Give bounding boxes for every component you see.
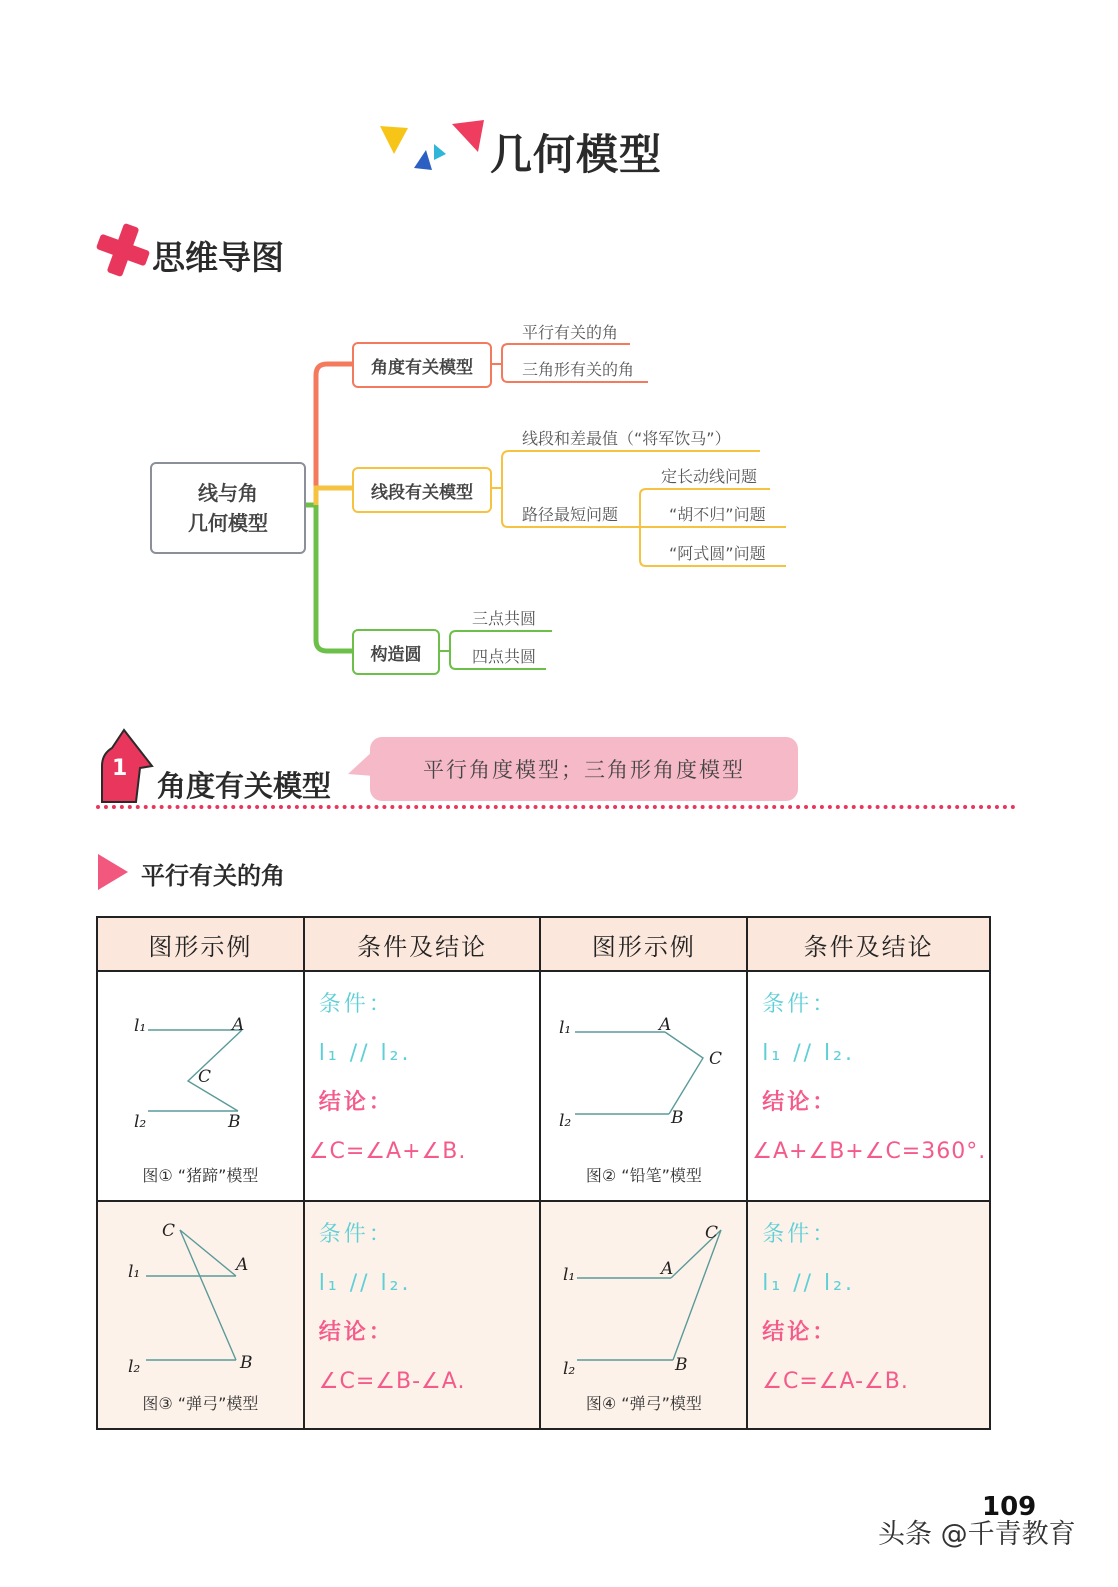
svg-text:C: C	[198, 1067, 212, 1087]
mindmap-section-title: 思维导图	[152, 238, 284, 277]
figure-cell	[540, 971, 747, 1201]
section-heading: 角度有关模型	[157, 769, 332, 803]
condition-cell	[304, 1201, 541, 1429]
svg-text:B: B	[240, 1353, 253, 1373]
mindmap-leaf: 平行有关的角	[522, 323, 619, 342]
page-title: 几何模型	[490, 130, 663, 179]
svg-text:C: C	[162, 1221, 176, 1241]
slingshot-model-figure	[541, 1202, 744, 1382]
mindmap-leaf: 路径最短问题	[522, 505, 619, 524]
table-header-row	[97, 917, 990, 971]
page-number: 109	[982, 1492, 1037, 1522]
svg-text:l₁: l₁	[128, 1262, 141, 1282]
mindmap-leaf: 三点共圆	[472, 609, 537, 628]
section-number: 1	[112, 756, 128, 781]
condition-label: 条件：	[318, 1222, 394, 1247]
conclusion-label: 结论：	[762, 1320, 838, 1345]
conclusion-result: ∠A+∠B+∠C=360°.	[752, 1139, 987, 1164]
condition-label: 条件：	[762, 1222, 838, 1247]
conclusion-label: 结论：	[318, 1320, 394, 1345]
mindmap-leaf: “胡不归”问题	[669, 505, 766, 524]
mindmap-branch-angle: 角度有关模型	[352, 342, 492, 388]
mindmap-leaf: 四点共圆	[472, 647, 537, 666]
header-condition: 条件及结论	[747, 917, 990, 971]
svg-text:A: A	[232, 1015, 245, 1035]
mindmap-connectors	[0, 0, 1118, 700]
svg-text:l₁: l₁	[559, 1018, 572, 1038]
mindmap-leaf: 三角形有关的角	[522, 360, 635, 379]
watermark: 头条 @千青教育	[878, 1519, 1076, 1550]
subheading: 平行有关的角	[141, 862, 285, 890]
svg-text:A: A	[236, 1255, 249, 1275]
svg-text:B: B	[228, 1112, 241, 1132]
table-row	[97, 1201, 990, 1429]
conclusion-result: ∠C=∠A+∠B.	[308, 1139, 467, 1164]
figure-caption: 图① “猪蹄”模型	[142, 1166, 259, 1185]
parallel-condition: l₁ // l₂.	[318, 1041, 412, 1066]
parallel-condition: l₁ // l₂.	[762, 1041, 855, 1066]
figure-cell	[97, 971, 304, 1201]
slingshot-model-figure	[98, 1202, 301, 1382]
condition-cell	[747, 1201, 990, 1429]
figure-caption: 图③ “弹弓”模型	[142, 1394, 259, 1413]
svg-text:l₁: l₁	[563, 1265, 576, 1285]
svg-text:l₂: l₂	[128, 1357, 141, 1377]
models-table	[96, 916, 991, 1430]
figure-cell	[97, 1201, 304, 1429]
header-figure: 图形示例	[97, 917, 304, 971]
dotted-divider	[96, 805, 1016, 809]
svg-text:A: A	[661, 1259, 674, 1279]
svg-text:B: B	[675, 1355, 688, 1375]
mindmap-root: 线与角 几何模型	[150, 462, 306, 554]
section-summary-pill: 平行角度模型；三角形角度模型	[370, 737, 798, 801]
conclusion-result: ∠C=∠A-∠B.	[762, 1369, 909, 1394]
condition-label: 条件：	[318, 992, 394, 1017]
header-condition: 条件及结论	[304, 917, 541, 971]
mindmap-leaf: “阿式圆”问题	[669, 544, 766, 563]
triangle-bullet-icon	[96, 852, 130, 892]
condition-cell	[304, 971, 541, 1201]
parallel-condition: l₁ // l₂.	[318, 1271, 412, 1296]
mindmap-leaf: 定长动线问题	[661, 467, 758, 486]
svg-text:l₁: l₁	[134, 1016, 147, 1036]
figure-caption: 图② “铅笔”模型	[585, 1166, 702, 1185]
table-row	[97, 971, 990, 1201]
svg-text:C: C	[709, 1049, 723, 1069]
parallel-condition: l₁ // l₂.	[762, 1271, 855, 1296]
conclusion-label: 结论：	[318, 1090, 394, 1115]
figure-cell	[540, 1201, 747, 1429]
mindmap-branch-segment: 线段有关模型	[352, 467, 492, 513]
figure-caption: 图④ “弹弓”模型	[585, 1394, 702, 1413]
svg-text:B: B	[671, 1108, 684, 1128]
pig-hoof-model-figure	[98, 972, 301, 1152]
mindmap-leaf: 线段和差最值（“将军饮马”）	[522, 429, 731, 448]
svg-text:l₂: l₂	[563, 1359, 576, 1379]
mindmap-branch-circle: 构造圆	[352, 629, 440, 675]
conclusion-result: ∠C=∠B-∠A.	[318, 1369, 466, 1394]
pencil-model-figure	[541, 972, 744, 1152]
svg-text:l₂: l₂	[134, 1112, 147, 1132]
svg-text:A: A	[659, 1015, 672, 1035]
svg-text:C: C	[705, 1223, 719, 1243]
svg-text:l₂: l₂	[559, 1111, 572, 1131]
header-figure: 图形示例	[540, 917, 747, 971]
condition-label: 条件：	[762, 992, 838, 1017]
conclusion-label: 结论：	[762, 1090, 838, 1115]
condition-cell	[747, 971, 990, 1201]
